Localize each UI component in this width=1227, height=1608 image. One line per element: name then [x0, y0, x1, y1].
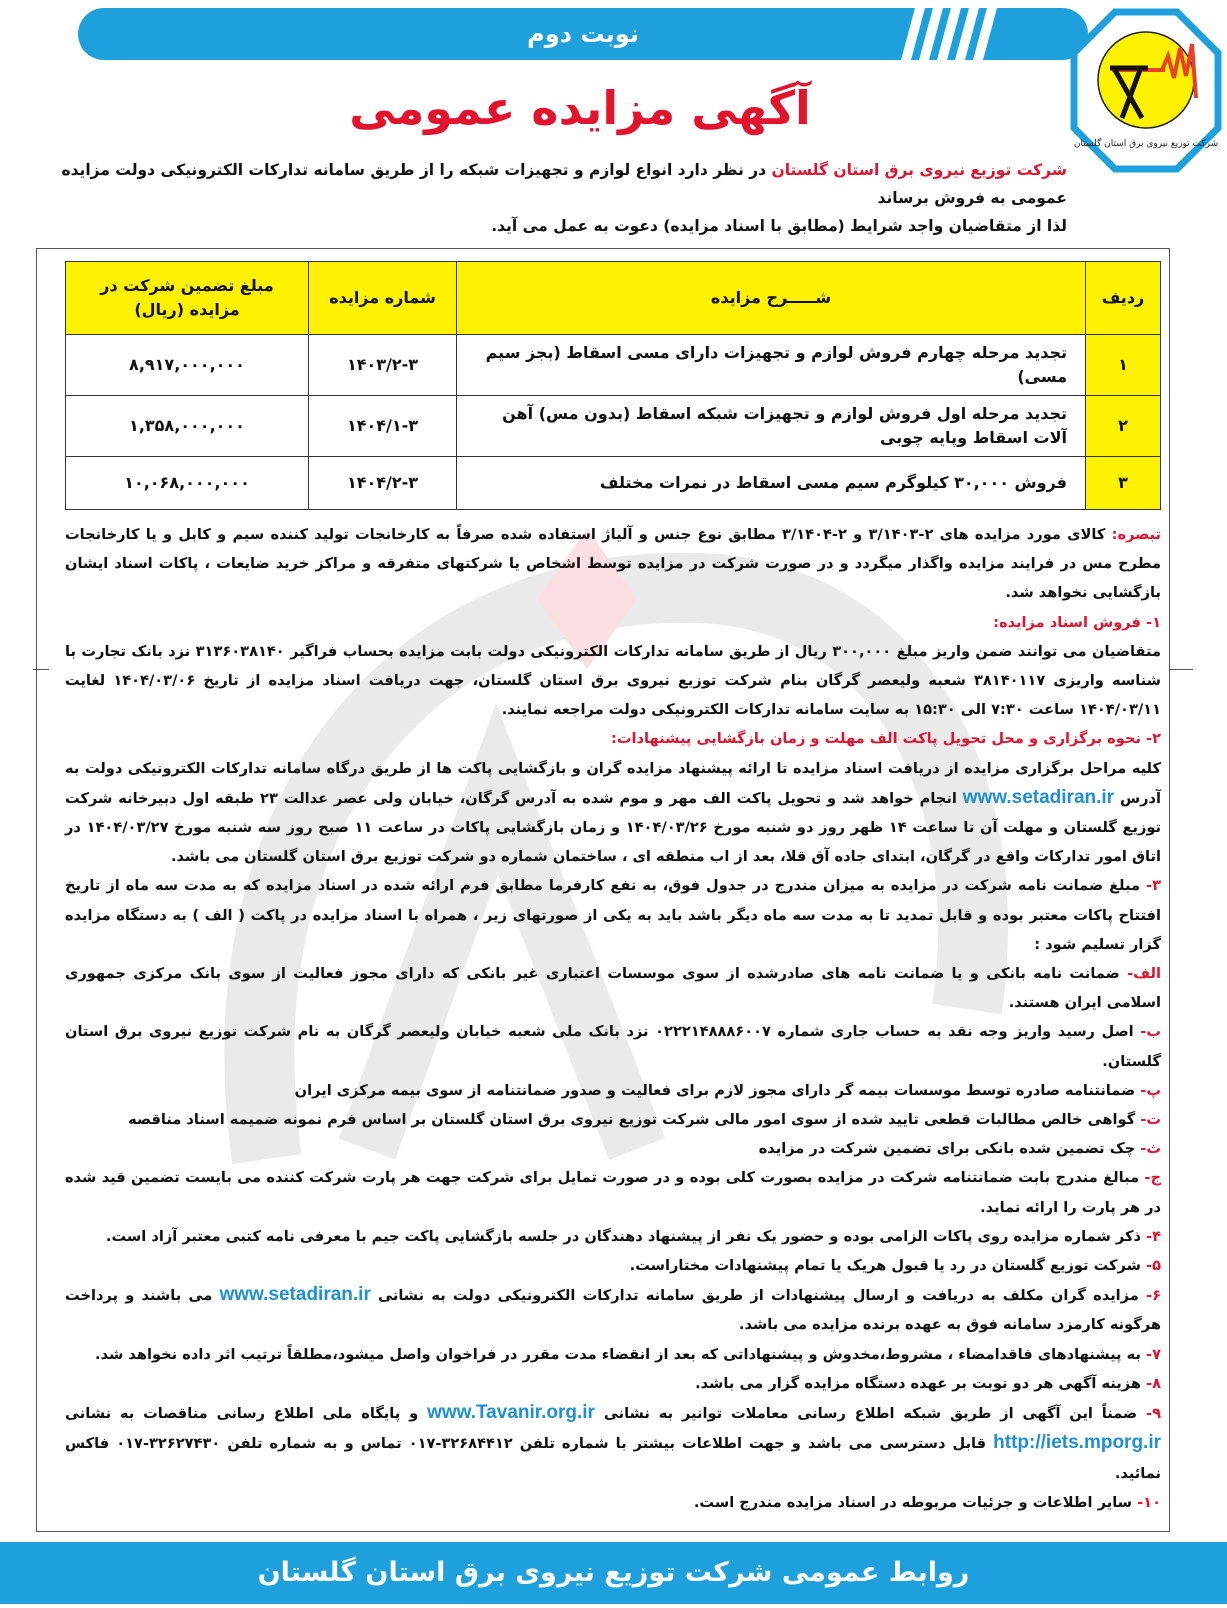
- paragraph-text: چک تضمین شده بانکی برای تضمین شرکت در مزایده: [758, 1140, 1136, 1158]
- table-row: [66, 335, 1161, 396]
- header-auction-number: شماره مزایده: [309, 262, 457, 335]
- paragraph-text: سایر اطلاعات و جزئیات مربوطه در اسناد مزایده مندرج است.: [693, 1493, 1133, 1511]
- paragraph-text: ذکر شماره مزایده روی پاکات الزامی بوده و حضور یک نفر از پیشنهاد دهندگان در جلسه بازگشایی پاکت جیم با معرفی نامه کتبی معتبر آزاد است.: [105, 1227, 1141, 1245]
- terms-paragraph: [65, 1251, 1161, 1280]
- terms-paragraph: [65, 1105, 1161, 1134]
- terms-paragraph: [65, 1369, 1161, 1398]
- page-title: آگهی مزایده عمومی: [349, 81, 811, 135]
- terms-paragraph: [65, 1222, 1161, 1251]
- terms-paragraph: [65, 1280, 1161, 1339]
- paragraph-text: ضمناً این آگهی از طریق شبکه اطلاع رسانی معاملات توانیر به نشانی: [594, 1405, 1138, 1423]
- paragraph-text: گواهی خالص مطالبات قطعی تایید شده از سوی امور مالی شرکت توزیع نیروی برق استان گلستان بر اساس فرم نمونه ضمیمه اسناد مناقصه: [128, 1111, 1136, 1129]
- terms-body: [65, 520, 1161, 1517]
- row-auction-number: ۱۴۰۴/۲-۳: [309, 457, 457, 510]
- terms-paragraph: [65, 608, 1161, 637]
- paragraph-text: و پایگاه ملی اطلاع رسانی مناقصات به نشانی: [65, 1405, 428, 1423]
- paragraph-text: کالای مورد مزایده های ۲-۳/۱۴۰۳ و ۲-۳/۱۴۰۴ مطابق نوع جنس و آلیاژ استفاده شده صرفاً به کارخانجات تولید کننده سیم و کابل و یا کارخانجات مطرح مس در فرایند مزایده واگذار میگردد و در صورت شرکت در مزایده توسط اشخاص یا شرکتهای متفرقه و مراکز خرید ضایعات ، پاکات اسناد ایشان بازگشایی نخواهد شد.: [65, 526, 1161, 602]
- row-description: تجدید مرحله چهارم فروش لوازم و تجهیزات دارای مسی اسقاط (بجز سیم مسی): [457, 335, 1086, 396]
- row-description: تجدید مرحله اول فروش لوازم و تجهیزات شبکه اسقاط (بدون مس) آهن آلات اسقاط وپایه چوبی: [457, 396, 1086, 457]
- website-link[interactable]: http://iets.mporg.ir: [993, 1432, 1161, 1454]
- paragraph-text: ضمانتنامه صادره توسط موسسات بیمه گر دارای مجوز لازم برای فعالیت و صدور ضمانتنامه از سوی بیمه مرکزی ایران: [294, 1081, 1136, 1099]
- table-row: [66, 396, 1161, 457]
- paragraph-heading: ث-: [1135, 1140, 1161, 1158]
- paragraph-heading: ۷-: [1140, 1345, 1161, 1363]
- row-amount: ۸,۹۱۷,۰۰۰,۰۰۰: [66, 335, 309, 396]
- paragraph-text: می باشند و پرداخت هرگونه کارمزد سامانه فوق به عهده برنده مزایده می باشد.: [65, 1287, 1161, 1334]
- paragraph-heading: ۶-: [1138, 1287, 1162, 1305]
- paragraph-heading: ۹-: [1137, 1405, 1161, 1423]
- row-auction-number: ۱۴۰۴/۱-۳: [309, 396, 457, 457]
- intro-line-1: در نظر دارد انواع لوازم و تجهیزات شبکه را از طریق سامانه تدارکات الکترونیکی دولت مزایده عمومی به فروش برساند: [61, 161, 1067, 207]
- paragraph-text: به پیشنهادهای فاقدامضاء ، مشروط،مخدوش و پیشنهاداتی که بعد از انقضاء مدت مقرر در فراخوان واصل میشود،مطلقاً ترتیب اثر داده نخواهد شد.: [95, 1345, 1141, 1363]
- header-row-number: ردیف: [1086, 262, 1161, 335]
- banner-stripes: [908, 8, 990, 60]
- footer-text: روابط عمومی شرکت توزیع نیروی برق استان گلستان: [257, 1557, 970, 1589]
- row-number: ۱: [1086, 335, 1161, 396]
- paragraph-heading: ۸-: [1140, 1374, 1161, 1392]
- website-link[interactable]: www.setadiran.ir: [962, 786, 1115, 808]
- paragraph-heading: تبصره:: [1105, 526, 1161, 543]
- paragraph-heading: ۱- فروش اسناد مزایده:: [993, 613, 1161, 631]
- content-frame: [36, 248, 1170, 1532]
- paragraph-heading: ۱۰-: [1132, 1493, 1161, 1511]
- paragraph-text: مبالغ مندرج بابت ضمانتنامه شرکت در مزایده بصورت کلی بوده و در صورت تمایل برای شرکت جهت هر پارت شرکت کننده می بایست تضمین قید شده در هر پارت را ارائه نماید.: [65, 1169, 1161, 1216]
- footer-banner: [0, 1542, 1227, 1604]
- company-logo: [1070, 8, 1222, 173]
- terms-paragraph: [65, 959, 1161, 1017]
- row-auction-number: ۱۴۰۳/۲-۳: [309, 335, 457, 396]
- row-amount: ۱۰,۰۶۸,۰۰۰,۰۰۰: [66, 457, 309, 510]
- paragraph-text: مزایده گران مکلف به دریافت و ارسال پیشنهادات از طریق سامانه تدارکات الکترونیکی دولت به نشانی: [370, 1287, 1139, 1305]
- terms-paragraph: [65, 637, 1161, 725]
- paragraph-text: هزینه آگهی هر دو نوبت بر عهده دستگاه مزایده گزار می باشد.: [695, 1374, 1141, 1392]
- website-link[interactable]: www.Tavanir.org.ir: [427, 1402, 595, 1424]
- edition-label: نوبت دوم: [527, 20, 639, 48]
- paragraph-text: ضمانت نامه بانکی و یا ضمانت نامه های صادرشده از سوی موسسات اعتباری غیر بانکی که دارای مجوز فعالیت از سوی بانک مرکزی جمهوری اسلامی ایران هستند.: [65, 965, 1161, 1012]
- terms-paragraph: [65, 754, 1161, 872]
- paragraph-heading: ت-: [1135, 1111, 1161, 1129]
- paragraph-heading: ۴-: [1140, 1227, 1161, 1245]
- paragraph-heading: ۳-: [1140, 877, 1162, 895]
- table-row: [66, 457, 1161, 510]
- fold-mark: [1169, 669, 1193, 670]
- terms-paragraph: [65, 1076, 1161, 1105]
- header-guarantee-amount: مبلغ تضمین شرکت در مزایده (ریال): [66, 262, 309, 335]
- fold-mark: [33, 669, 49, 670]
- intro: [40, 156, 1067, 240]
- row-number: ۳: [1086, 457, 1161, 510]
- paragraph-text: مبلغ ضمانت نامه شرکت در مزایده به میزان مندرج در جدول فوق، به نفع کارفرما مطابق فرم ارائه شده در اسناد مزایده که به مدت سه ماه از تاریخ افتتاح پاکات معتبر بوده و قابل تمدید تا به مدت سه ماه دیگر باشد باید به یکی از صورتهای زیر ، همراه با اسناد مزایده در پاکت ( الف ) به دستگاه مزایده گزار تسلیم شود :: [65, 877, 1161, 953]
- terms-paragraph: [65, 724, 1161, 753]
- terms-paragraph: [65, 1017, 1161, 1075]
- terms-paragraph: [65, 1488, 1161, 1517]
- row-description: فروش ۳۰,۰۰۰ کیلوگرم سیم مسی اسقاط در نمرات مختلف: [457, 457, 1086, 510]
- terms-paragraph: [65, 1340, 1161, 1369]
- paragraph-text: انجام خواهد شد و تحویل پاکت الف مهر و موم شده به آدرس گرگان، خیابان ولی عصر عدالت ۲۳ طبقه اول دبیرخانه شرکت توزیع گلستان و مهلت آن تا ساعت ۱۴ ظهر روز دو شنبه مورخ ۱۴۰۴/۰۳/۲۶ و زمان بازگشایی پاکات در ساعت ۱۱ صبح روز سه شنبه مورخ ۱۴۰۴/۰۳/۲۷ در اتاق امور تدارکات واقع در گرگان، ابتدای جاده آق قلا، بعد از اب منطقه ای ، ساختمان شماره دو شرکت توزیع برق استان گلستان می باشد.: [65, 789, 1161, 866]
- header: [0, 0, 1227, 150]
- terms-paragraph: [65, 520, 1161, 608]
- paragraph-heading: ۵-: [1140, 1257, 1161, 1275]
- paragraph-heading: الف-: [1119, 965, 1161, 983]
- row-number: ۲: [1086, 396, 1161, 457]
- paragraph-text: اصل رسید واریز وجه نقد به حساب جاری شماره ۰۲۲۲۱۴۸۸۸۶۰۰۷ نزد بانک ملی شعبه خیابان ولیعصر گرگان به نام شرکت توزیع نیروی برق استان گلستان.: [65, 1023, 1161, 1070]
- paragraph-text: متقاضیان می توانند ضمن واریز مبلغ ۳۰۰,۰۰۰ ریال از طریق سامانه تدارکات الکترونیکی دولت بابت مزایده بحساب فراگیر ۳۱۳۶۰۳۸۱۴۰ نزد بانک تجارت با شناسه واریزی ۳۸۱۴۰۱۱۷ شعبه ولیعصر گرگان بنام شرکت توزیع نیروی برق استان گلستان، جهت دریافت اسناد مزایده از تاریخ ۱۴۰۴/۰۳/۰۶ لغایت ۱۴۰۴/۰۳/۱۱ ساعت ۷:۳۰ الی ۱۵:۳۰ به سایت سامانه تدارکات الکترونیکی دولت مراجعه نمایند.: [65, 642, 1162, 719]
- terms-paragraph: [65, 871, 1161, 959]
- paragraph-text: قابل دسترسی می باشد و جهت اطلاعات بیشتر با شماره تلفن ۳۲۶۸۴۴۱۲-۰۱۷ تماس و به شماره تلفن ۳۲۶۲۷۴۳۰-۰۱۷ فاکس نمائید.: [65, 1435, 1161, 1482]
- paragraph-heading: ج-: [1139, 1169, 1162, 1187]
- company-name: شرکت توزیع نیروی برق استان گلستان: [771, 161, 1067, 179]
- paragraph-heading: ب-: [1133, 1023, 1162, 1041]
- logo-text: شرکت توزیع نیروی برق استان گلستان: [1073, 139, 1219, 149]
- paragraph-heading: پ-: [1135, 1081, 1161, 1099]
- paragraph-text: کلیه مراحل برگزاری مزایده از دریافت اسناد مزایده تا ارائه پیشنهاد مزایده گران و بازگشایی پاکت ها از طریق درگاه سامانه تدارکات الکترونیکی دولت به آدرس: [65, 759, 1161, 807]
- website-link[interactable]: www.setadiran.ir: [219, 1284, 371, 1306]
- terms-paragraph: [65, 1163, 1161, 1221]
- header-description: شـــــرح مزایده: [457, 262, 1086, 335]
- paragraph-text: شرکت توزیع گلستان در رد یا قبول هریک یا تمام پیشنهادات مختاراست.: [629, 1257, 1141, 1275]
- row-amount: ۱,۳۵۸,۰۰۰,۰۰۰: [66, 396, 309, 457]
- auction-table: [65, 261, 1161, 510]
- edition-banner: [78, 8, 1088, 60]
- intro-line-2: لذا از متقاضیان واجد شرایط (مطابق با اسناد مزایده) دعوت به عمل می آید.: [491, 217, 1067, 235]
- terms-paragraph: [65, 1398, 1161, 1488]
- terms-paragraph: [65, 1134, 1161, 1163]
- paragraph-heading: ۲- نحوه برگزاری و محل تحویل پاکت الف مهلت و زمان بازگشایی پیشنهادات:: [611, 730, 1161, 748]
